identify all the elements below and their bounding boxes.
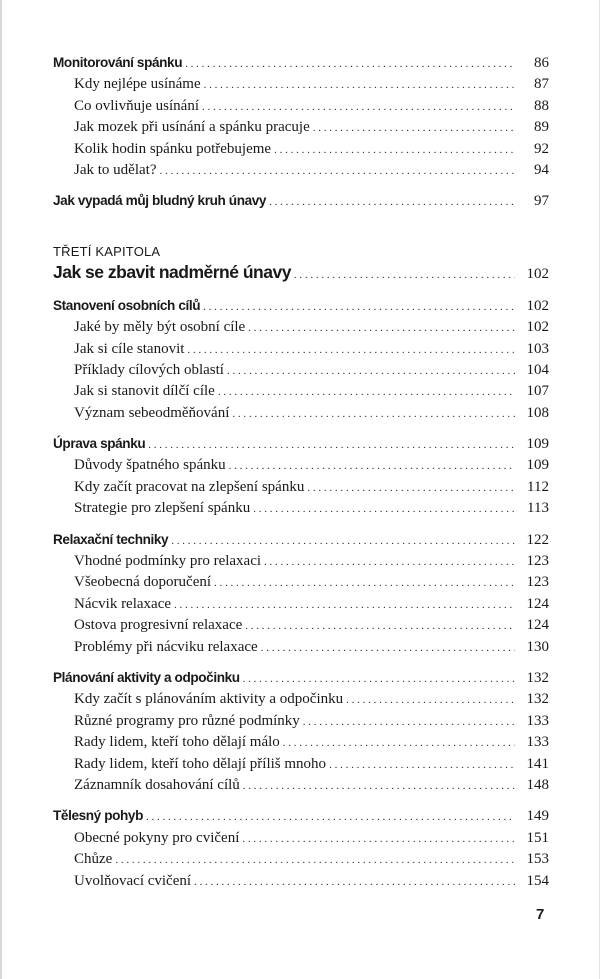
dot-leader	[307, 479, 515, 496]
dot-leader	[243, 777, 515, 794]
toc-page-number: 104	[526, 361, 549, 378]
toc-section	[53, 436, 549, 457]
chapter-label: TŘETÍ KAPITOLA	[53, 243, 161, 259]
toc-item-title: Důvody špatného spánku	[74, 457, 226, 474]
toc-item-title: Obecné pokyny pro cvičení	[74, 829, 240, 846]
toc-section-title: Monitorování spánku	[53, 55, 183, 70]
dot-leader	[146, 808, 515, 825]
toc-page-number: 102	[526, 297, 549, 314]
toc-item	[53, 383, 549, 404]
toc-section	[53, 193, 549, 214]
toc-page-number: 148	[526, 776, 549, 793]
dot-leader	[329, 756, 515, 773]
toc-section	[53, 55, 549, 76]
toc-item	[53, 341, 549, 362]
toc-item	[53, 457, 549, 478]
toc-page-number: 87	[534, 76, 549, 93]
dot-leader	[227, 362, 515, 379]
toc-page-number: 151	[526, 829, 549, 846]
dot-leader	[174, 596, 515, 613]
toc-item-title: Vhodné podmínky pro relaxaci	[74, 553, 262, 570]
dot-leader	[171, 532, 515, 549]
toc-item	[53, 691, 549, 712]
toc-page-number: 141	[526, 755, 549, 772]
dot-leader	[203, 298, 515, 315]
toc-item-title: Kolik hodin spánku potřebujeme	[74, 140, 272, 157]
toc-item	[53, 596, 549, 617]
toc-item	[53, 479, 549, 500]
toc-page-number: 102	[526, 319, 549, 336]
toc-item	[53, 500, 549, 521]
toc-item	[53, 553, 549, 574]
dot-leader	[218, 383, 515, 400]
toc-item	[53, 713, 549, 734]
toc-section	[53, 670, 549, 691]
toc-page-number: 89	[534, 119, 549, 136]
dot-leader	[261, 639, 515, 656]
toc-section	[53, 532, 549, 553]
toc-page-number: 122	[526, 531, 549, 548]
toc-page-number: 103	[526, 340, 549, 357]
dot-leader	[242, 830, 515, 847]
toc-item-title: Jak mozek při usínání a spánku pracuje	[74, 119, 310, 136]
toc-item	[53, 405, 549, 426]
toc-page-number: 124	[526, 595, 549, 612]
toc-item	[53, 162, 549, 183]
toc-item-title: Kdy nejlépe usínáme	[74, 76, 201, 93]
toc-page-number: 112	[527, 478, 549, 495]
toc-page-number: 130	[526, 638, 549, 655]
toc-item-title: Chůze	[74, 851, 113, 868]
toc-item	[53, 574, 549, 595]
toc-page-number: 123	[526, 574, 549, 591]
toc-page-number: 132	[526, 691, 549, 708]
toc-item-title: Rady lidem, kteří toho dělají málo	[74, 734, 280, 751]
toc-page-number: 88	[534, 97, 549, 114]
toc-item-title: Uvolňovací cvičení	[74, 872, 192, 889]
dot-leader	[187, 341, 515, 358]
toc-item	[53, 777, 549, 798]
toc-item-title: Jak si cíle stanovit	[74, 340, 185, 357]
dot-leader	[264, 553, 515, 570]
dot-leader	[346, 691, 515, 708]
toc-section	[53, 298, 549, 319]
toc-item-title: Kdy začít s plánováním aktivity a odpočinku	[74, 691, 344, 708]
toc-item	[53, 734, 549, 755]
toc-item-title: Jaké by měly být osobní cíle	[74, 319, 246, 336]
chapter-title-row	[53, 262, 549, 286]
toc-item	[53, 830, 549, 851]
toc-item-title: Strategie pro zlepšení spánku	[74, 500, 251, 517]
table-of-contents	[53, 55, 549, 894]
dot-leader	[115, 851, 515, 868]
dot-leader	[148, 436, 515, 453]
dot-leader	[253, 500, 515, 517]
dot-leader	[248, 319, 515, 336]
dot-leader	[283, 734, 515, 751]
toc-item-title: Co ovlivňuje usínání	[74, 97, 199, 114]
toc-section-title: Relaxační techniky	[53, 531, 169, 547]
dot-leader	[185, 55, 515, 72]
toc-item	[53, 617, 549, 638]
dot-leader	[194, 873, 515, 890]
chapter-title: Jak se zbavit nadměrné únavy	[53, 261, 291, 282]
toc-item	[53, 873, 549, 894]
dot-leader	[214, 574, 515, 591]
dot-leader	[159, 162, 515, 179]
toc-section-title: Stanovení osobních cílů	[53, 297, 201, 313]
toc-section-title: Plánování aktivity a odpočinku	[53, 669, 240, 685]
toc-item-title: Kdy začít pracovat na zlepšení spánku	[74, 478, 305, 495]
toc-page-number: 124	[526, 617, 549, 634]
toc-item-title: Jak si stanovit dílčí cíle	[74, 383, 215, 400]
toc-item	[53, 119, 549, 140]
toc-item-title: Jak to udělat?	[74, 161, 157, 178]
dot-leader	[243, 670, 515, 687]
toc-page-number: 123	[526, 553, 549, 570]
toc-item-title: Nácvik relaxace	[74, 595, 172, 612]
toc-item-title: Všeobecná doporučení	[74, 574, 212, 591]
toc-page-number: 132	[526, 669, 549, 686]
toc-page-number: 154	[526, 872, 549, 889]
toc-item-title: Ostova progresivní relaxace	[74, 617, 243, 634]
dot-leader	[313, 119, 515, 136]
dot-leader	[274, 141, 515, 158]
toc-item	[53, 98, 549, 119]
toc-item	[53, 76, 549, 97]
toc-page-number: 133	[526, 734, 549, 751]
dot-leader	[303, 713, 515, 730]
toc-item	[53, 851, 549, 872]
toc-item-title: Záznamník dosahování cílů	[74, 776, 240, 793]
toc-section	[53, 808, 549, 829]
toc-page-number: 149	[526, 808, 549, 825]
dot-leader	[202, 98, 515, 115]
toc-item	[53, 639, 549, 660]
toc-item-title: Různé programy pro různé podmínky	[74, 712, 300, 729]
dot-leader	[269, 193, 515, 210]
toc-item	[53, 141, 549, 162]
toc-page-number: 133	[526, 712, 549, 729]
dot-leader	[232, 405, 515, 422]
toc-page-number: 153	[526, 851, 549, 868]
toc-item	[53, 756, 549, 777]
dot-leader	[229, 457, 515, 474]
toc-page-number: 109	[526, 436, 549, 453]
toc-page-number: 108	[526, 404, 549, 421]
toc-section-title: Jak vypadá můj bludný kruh únavy	[53, 193, 267, 209]
toc-item	[53, 319, 549, 340]
dot-leader	[204, 76, 515, 93]
toc-page-number: 107	[526, 383, 549, 400]
page-number: 7	[536, 906, 545, 923]
toc-page-number: 113	[527, 500, 549, 517]
toc-page-number: 86	[534, 55, 549, 71]
toc-page-number: 92	[534, 140, 549, 157]
toc-section-title: Tělesný pohyb	[53, 808, 143, 824]
toc-item-title: Problémy při nácviku relaxace	[74, 638, 258, 655]
toc-section-title: Úprava spánku	[53, 436, 146, 452]
toc-item-title: Příklady cílových oblastí	[74, 361, 224, 378]
toc-page-number: 102	[526, 265, 549, 282]
toc-page-number: 109	[526, 457, 549, 474]
toc-page-number: 97	[534, 193, 549, 210]
dot-leader	[245, 617, 515, 634]
toc-item-title: Rady lidem, kteří toho dělají příliš mnoho	[74, 755, 327, 772]
toc-item	[53, 362, 549, 383]
toc-item-title: Význam sebeodměňování	[74, 404, 230, 421]
toc-page-number: 94	[534, 161, 549, 178]
dot-leader	[294, 266, 515, 283]
